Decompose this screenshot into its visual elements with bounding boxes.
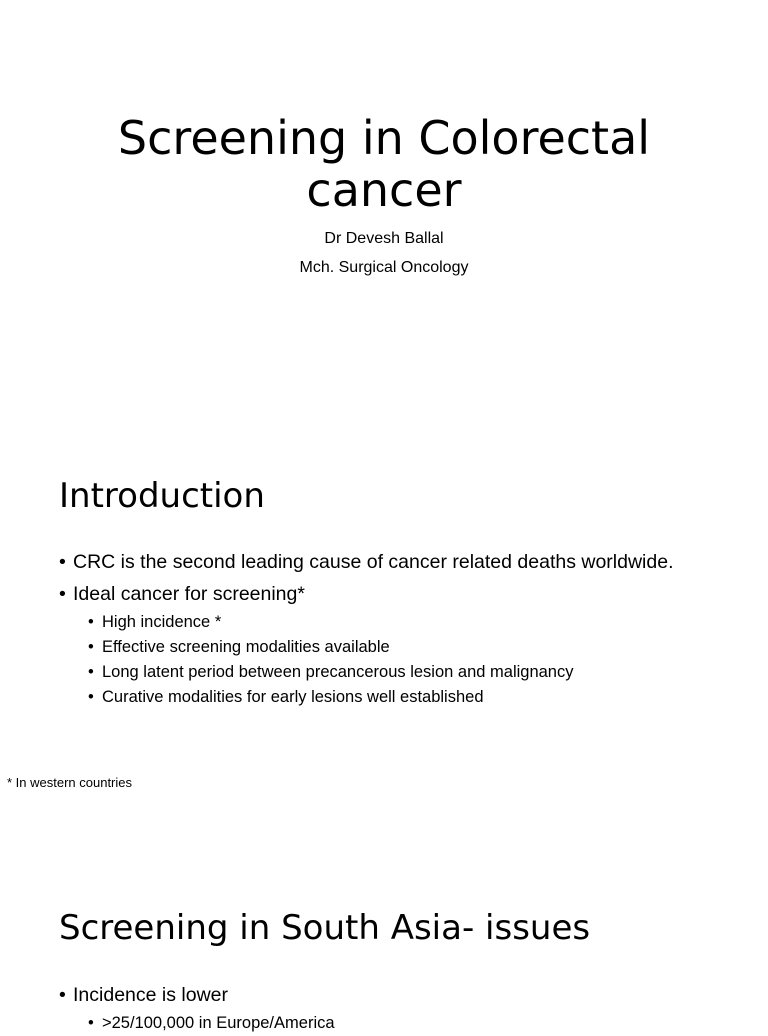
list-item-text: >25/100,000 in Europe/America	[102, 1014, 335, 1032]
sub-list-item	[88, 610, 674, 635]
footnote: * In western countries	[7, 775, 133, 790]
introduction-slide	[0, 430, 768, 862]
list-item-text: Curative modalities for early lesions well established	[102, 688, 484, 706]
bullet-icon: •	[59, 984, 66, 1006]
bullet-icon: •	[88, 638, 94, 656]
title-slide	[0, 0, 768, 430]
bullet-icon: •	[88, 613, 94, 631]
bullet-list	[59, 979, 335, 1036]
bullet-icon: •	[59, 551, 66, 573]
list-item	[59, 979, 335, 1011]
sub-list-item	[88, 685, 674, 710]
bullet-icon: •	[88, 1014, 94, 1032]
title-line-2: cancer	[306, 163, 462, 217]
bullet-icon: •	[88, 663, 94, 681]
sub-list-item	[88, 635, 674, 660]
slide-heading: Screening in South Asia- issues	[59, 908, 591, 948]
sub-list-item	[88, 660, 674, 685]
list-item-text: High incidence *	[102, 613, 222, 631]
list-item-text: Effective screening modalities available	[102, 638, 390, 656]
author-credentials: Mch. Surgical Oncology	[299, 259, 469, 276]
author-name: Dr Devesh Ballal	[324, 230, 444, 247]
list-item-text: Long latent period between precancerous lesion and malignancy	[102, 663, 574, 681]
title-line-1: Screening in Colorectal	[117, 111, 651, 165]
slide-heading: Introduction	[59, 476, 265, 516]
list-item-text: Incidence is lower	[73, 984, 228, 1006]
presentation-title	[0, 112, 768, 216]
list-item-text: Ideal cancer for screening*	[73, 583, 305, 605]
list-item	[59, 546, 674, 578]
bullet-list	[59, 546, 674, 710]
south-asia-slide	[0, 862, 768, 1032]
bullet-icon: •	[59, 583, 66, 605]
list-item-text: CRC is the second leading cause of cancer related deaths worldwide.	[73, 551, 674, 573]
list-item	[59, 578, 674, 610]
bullet-icon: •	[88, 688, 94, 706]
